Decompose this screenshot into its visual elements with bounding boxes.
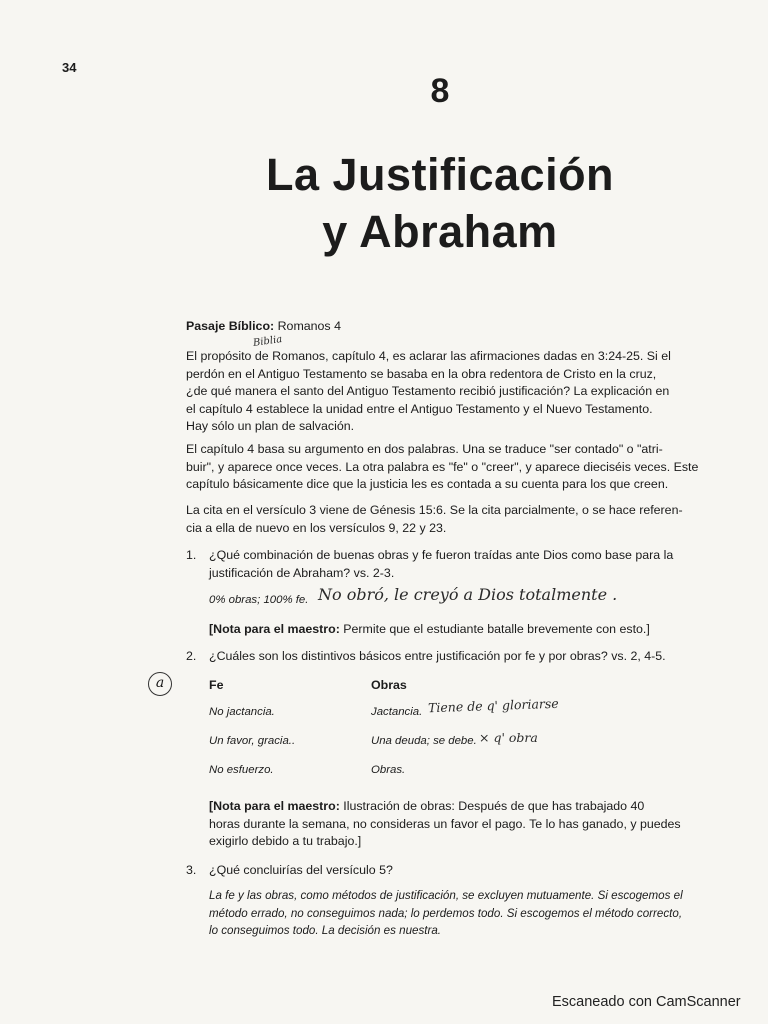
handwritten-obras-row-2: × q' obra (479, 730, 538, 745)
intro-line: El propósito de Romanos, capítulo 4, es aclarar las afirmaciones dadas en 3:24-25. Si el (186, 349, 671, 363)
obras-row-2: Una deuda; se debe. (371, 735, 477, 747)
teacher-note-line: exigirlo debido a tu trabajo.] (209, 834, 362, 848)
fe-row-2: Un favor, gracia.. (209, 735, 296, 747)
scanner-watermark: Escaneado con CamScanner (552, 994, 741, 1010)
intro-line: ¿de qué manera el santo del Antiguo Testamento recibió justificación? La explicación en (186, 384, 670, 398)
question-1-text (209, 547, 702, 582)
intro-line: Hay sólo un plan de salvación. (186, 419, 355, 433)
teacher-note-text: Permite que el estudiante batalle brevemente con esto.] (339, 622, 650, 636)
question-3-answer (209, 887, 705, 940)
handwritten-circled-letter: a (148, 672, 172, 696)
question-1-answer: 0% obras; 100% fe. (209, 594, 309, 606)
question-1-teacher-note (209, 621, 650, 639)
question-2-teacher-note (209, 798, 702, 851)
para3-line: La cita en el versículo 3 viene de Génesis 15:6. Se la cita parcialmente, o se hace referen- (186, 503, 683, 517)
passage-line (186, 318, 702, 336)
chapter-title (0, 146, 768, 260)
intro-line: perdón en el Antiguo Testamento se basaba en la obra redentora de Cristo en la cruz, (186, 366, 657, 381)
fe-row-1: No jactancia. (209, 706, 275, 718)
obras-row-1: Jactancia. (371, 706, 423, 718)
para3-line: cia a ella de nuevo en los versículos 9, 22 y 23. (186, 520, 447, 535)
page-number: 34 (62, 60, 77, 75)
handwritten-note-biblia: Biblia (252, 334, 283, 349)
chapter-number: 8 (430, 72, 450, 110)
obras-row-3: Obras. (371, 764, 406, 776)
para2-line: El capítulo 4 basa su argumento en dos palabras. Una se traduce "ser contado" o "atri- (186, 442, 663, 456)
question-2-text: ¿Cuáles son los distintivos básicos entre justificación por fe y por obras? vs. 2, 4-5. (209, 649, 666, 663)
paragraph-2 (186, 441, 702, 494)
column-header-fe: Fe (209, 678, 224, 692)
column-header-obras: Obras (371, 678, 407, 692)
question-1-line: justificación de Abraham? vs. 2-3. (209, 565, 395, 580)
question-3-number: 3. (186, 863, 197, 877)
para2-line: buir", y aparece once veces. La otra palabra es "fe" o "creer", y aparece dieciséis veces. Este (186, 459, 699, 474)
intro-line: el capítulo 4 establece la unidad entre el Antiguo Testamento y el Nuevo Testamento. (186, 401, 653, 416)
question-3-answer-line: La fe y las obras, como métodos de justificación, se excluyen mutuamente. Si escogemos el (209, 889, 683, 902)
passage-value: Romanos 4 (274, 319, 341, 333)
handwritten-obras-row-1: Tiene de q' gloriarse (427, 695, 559, 716)
question-1-line: ¿Qué combinación de buenas obras y fe fueron traídas ante Dios como base para la (209, 548, 674, 562)
teacher-note-label: [Nota para el maestro: (209, 622, 340, 636)
question-3-answer-line: lo conseguimos todo. La decisión es nuestra. (209, 924, 442, 937)
teacher-note-text: Ilustración de obras: Después de que has trabajado 40 (339, 799, 645, 813)
passage-label: Pasaje Bíblico: (186, 319, 275, 333)
question-1-number: 1. (186, 548, 197, 562)
para2-line: capítulo básicamente dice que la justicia les es contada a su cuenta para los que creen. (186, 477, 669, 491)
question-3-answer-line: método errado, no conseguimos nada; lo perdemos todo. Si escogemos el método correcto, (209, 906, 683, 920)
question-2-number: 2. (186, 649, 197, 663)
paragraph-3 (186, 502, 702, 537)
question-3-text: ¿Qué concluirías del versículo 5? (209, 863, 393, 877)
chapter-title-line-1: La Justificación (265, 149, 615, 200)
teacher-note-label: [Nota para el maestro: (209, 799, 340, 813)
fe-row-3: No esfuerzo. (209, 764, 274, 776)
handwritten-answer-q1: No obró, le creyó a Dios totalmente . (318, 585, 618, 604)
intro-paragraph (186, 348, 702, 436)
teacher-note-line: horas durante la semana, no consideras un favor el pago. Te lo has ganado, y puedes (209, 816, 681, 831)
chapter-title-line-2: y Abraham (322, 206, 558, 257)
